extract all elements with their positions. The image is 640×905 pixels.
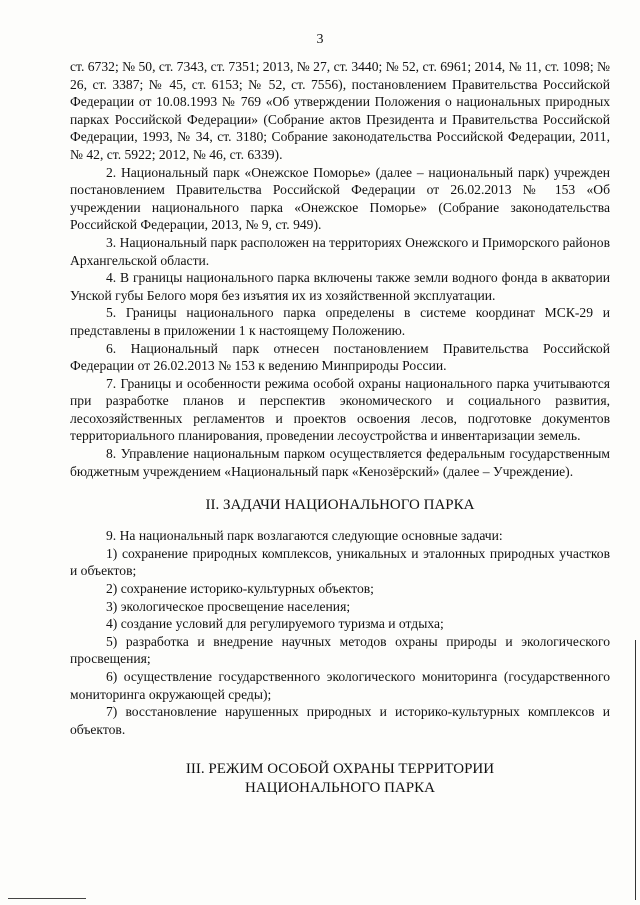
task-item: 2) сохранение историко-культурных объектов; [106,581,374,597]
task-item: 5) разработка и внедрение научных методов охраны природы и экологического просвещения; [70,633,610,667]
scan-bottom-mark [8,898,86,899]
paragraph-legal-references: ст. 6732; № 50, ст. 7343, ст. 7351; 2013, № 27, ст. 3440; № 52, ст. 6961; 2014, № 11, ст. 1098; № 26, ст. 3387; № 45, ст. 6153; № 52, ст. 7556), постановлением Правительства Российской Федерации от 10.08.1993 № 769 «Об утверждении Положения о национальных природных парках Российской Федерации» (Собрание актов Президента и Правительства Российской Федерации, 1993, № 34, ст. 3180; Собрание законодательства Российской Федерации, 2011, № 42, ст. 5922; 2012, № 46, ст. 6339). [70,59,610,162]
task-item: 4) создание условий для регулируемого туризма и отдыха; [106,616,444,632]
document-body [70,58,610,798]
scan-edge-line [635,640,636,900]
paragraph-7: 7. Границы и особенности режима особой охраны национального парка учитываются при разработке планов и перспектив экономического и социального развития, лесохозяйственных регламентов и проектов освоения лесов, подготовке документов территориального планирования, проведении лесоустройства и инвентаризации земель. [70,375,610,444]
task-item: 7) восстановление нарушенных природных и историко-культурных комплексов и объектов. [70,704,610,737]
paragraph-9: 9. На национальный парк возлагаются следующие основные задачи: [106,528,503,544]
section-heading-tasks: II. ЗАДАЧИ НАЦИОНАЛЬНОГО ПАРКА [205,497,475,514]
paragraph-8: 8. Управление национальным парком осуществляется федеральным государственным бюджетным учреждением «Национальный парк «Кенозёрский» (далее – Учреждение). [70,446,610,479]
paragraph-2: 2. Национальный парк «Онежское Поморье» (далее – национальный парк) учрежден постановлением Правительства Российской Федерации от 26.02.2013 № 153 «Об учреждении национального парка «Онежское Поморье» (Собрание законодательства Российской Федерации, 2013, № 9, ст. 949). [70,164,610,233]
paragraph-3: 3. Национальный парк расположен на территориях Онежского и Приморского районов Архангельской области. [70,234,610,268]
page-number: 3 [316,32,324,47]
task-item: 6) осуществление государственного экологического мониторинга (государственного мониторинга окружающей среды); [70,669,610,702]
section-heading-regime-line1: III. РЕЖИМ ОСОБОЙ ОХРАНЫ ТЕРРИТОРИИ [185,761,495,778]
task-item: 1) сохранение природных комплексов, уникальных и эталонных природных участков и объектов; [70,545,610,579]
paragraph-5: 5. Границы национального парка определены в системе координат МСК-29 и представлены в приложении 1 к настоящему Положению. [70,305,610,338]
paragraph-6: 6. Национальный парк отнесен постановлением Правительства Российской Федерации от 26.02.2013 № 153 к ведению Минприроды России. [70,340,610,374]
task-item: 3) экологическое просвещение населения; [106,598,351,614]
section-heading-regime-line2: НАЦИОНАЛЬНОГО ПАРКА [244,780,435,797]
paragraph-4: 4. В границы национального парка включены также земли водного фонда в акватории Унской губы Белого моря без изъятия их из хозяйственной эксплуатации. [70,270,610,303]
